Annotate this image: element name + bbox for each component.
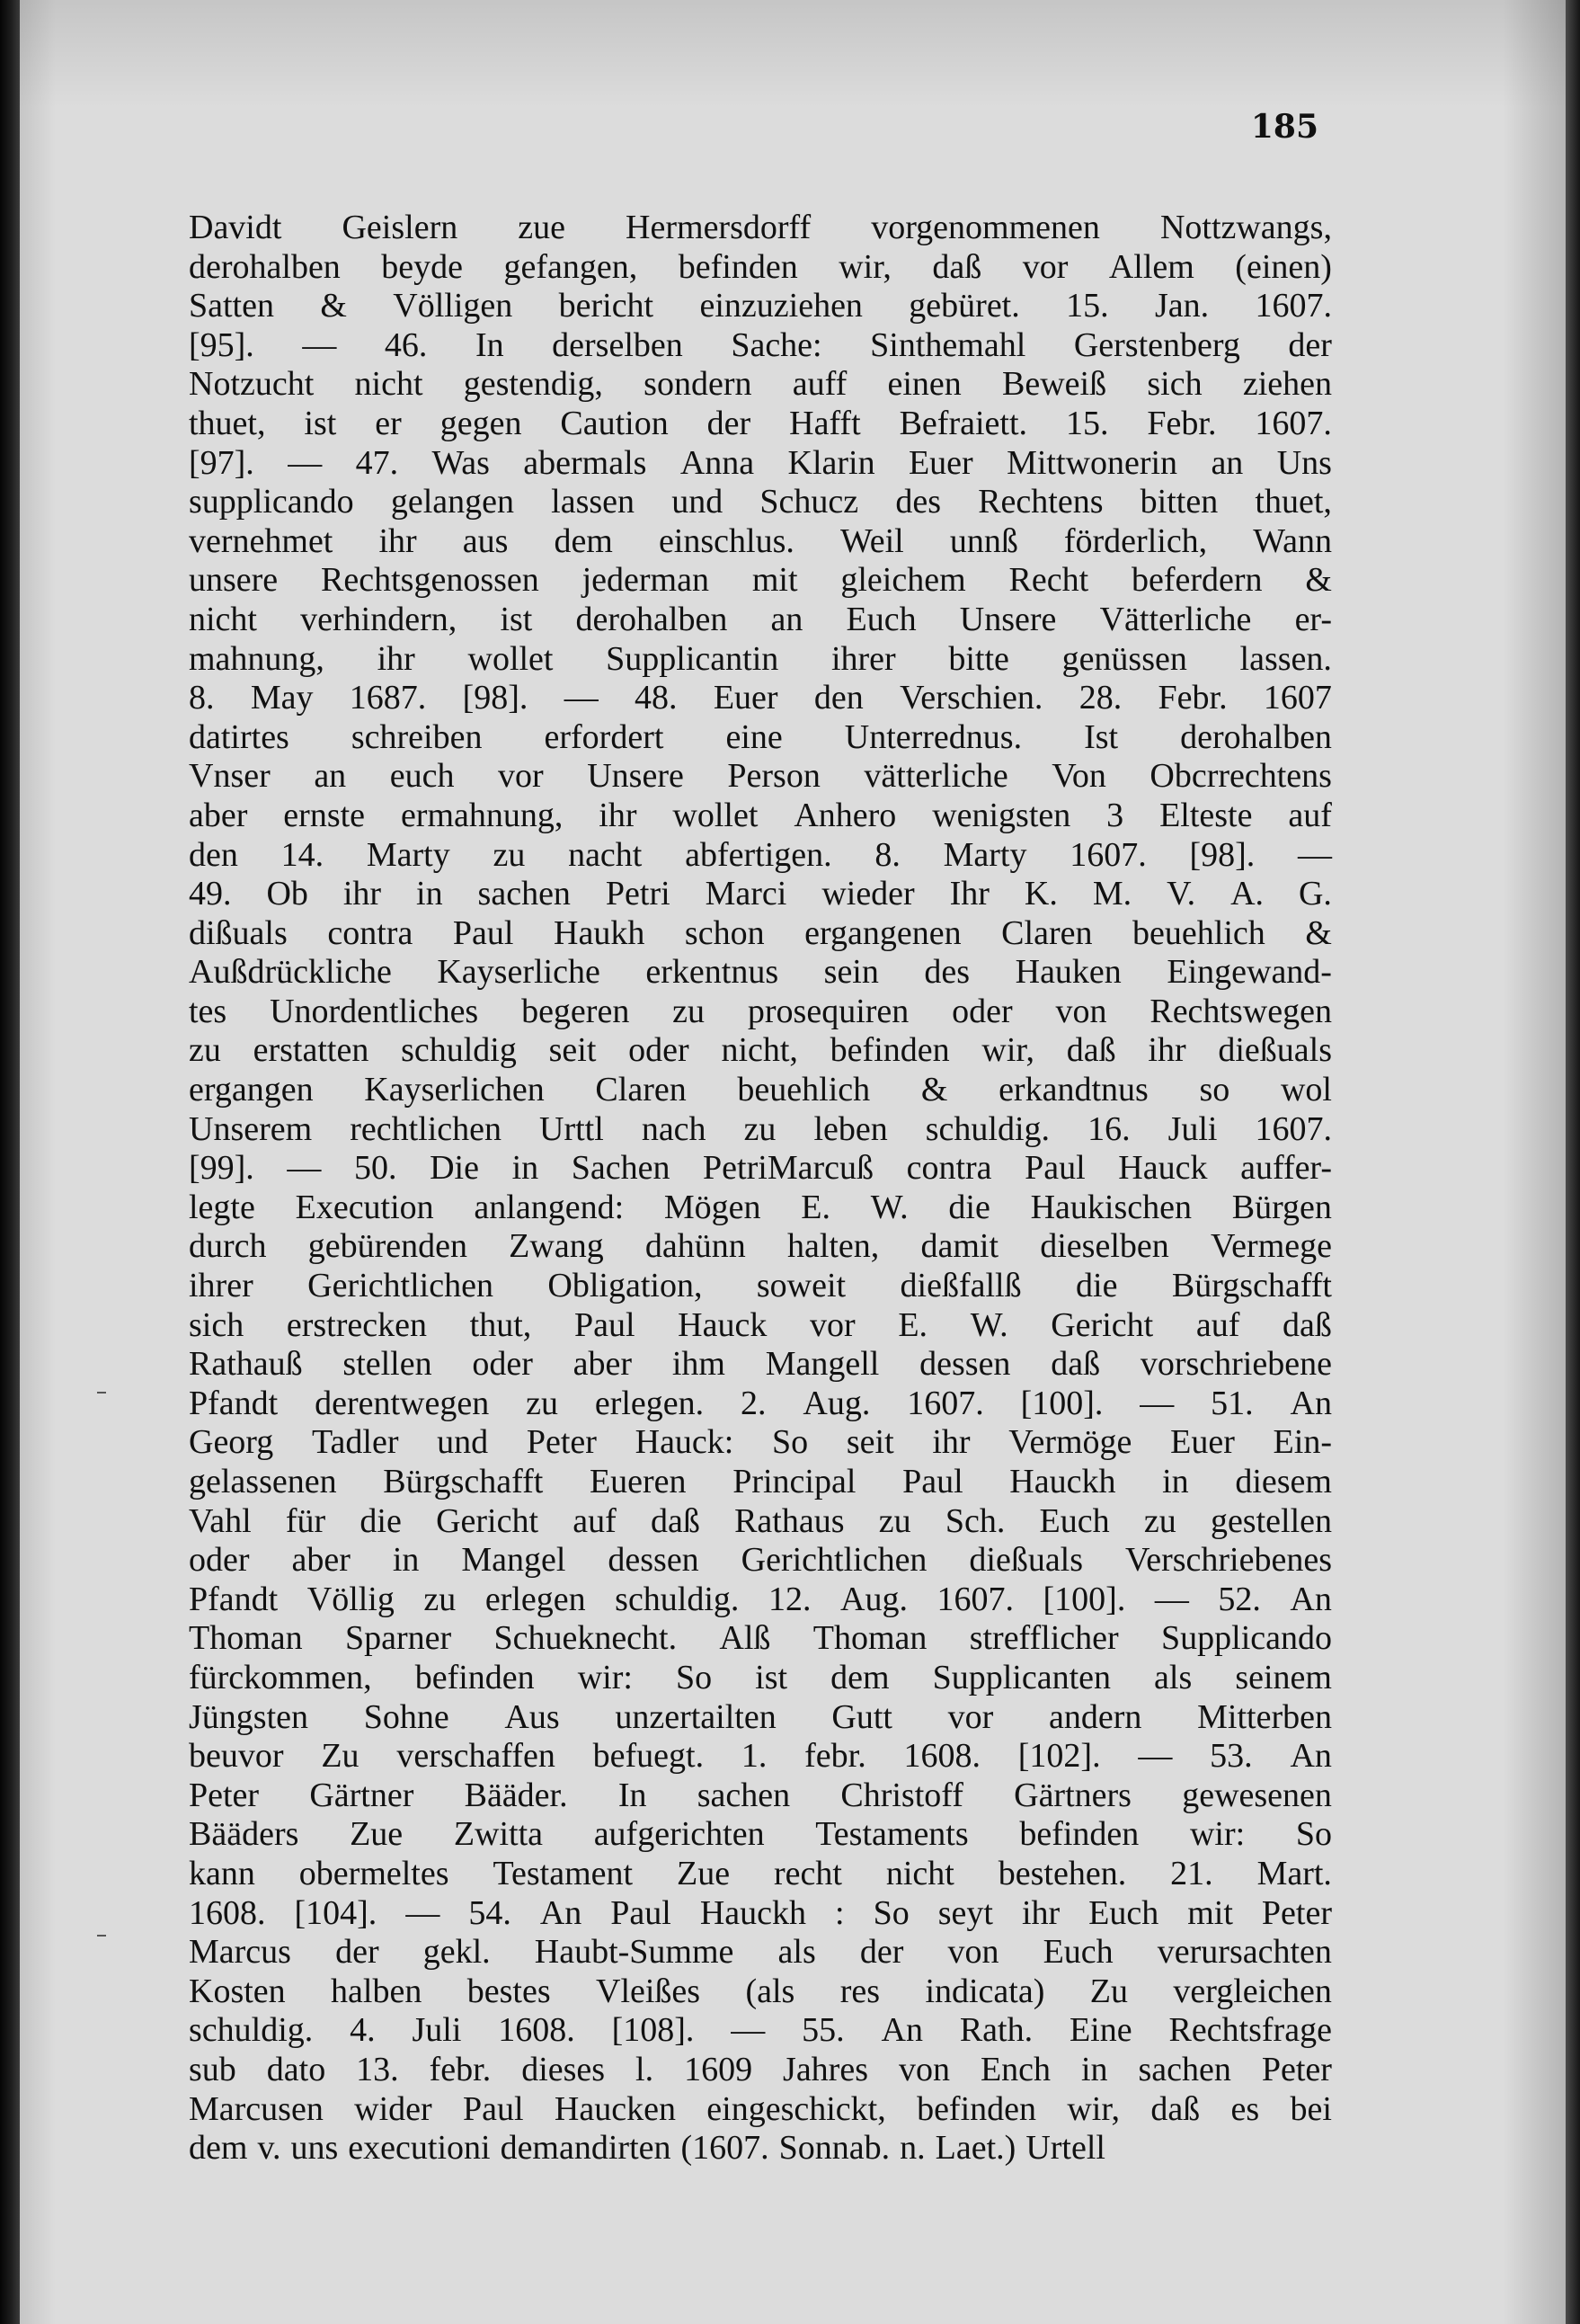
text-line: oder aber in Mangel dessen Gerichtlichen dießuals Verschriebenes xyxy=(189,1541,1332,1580)
text-line: fürckommen, befinden wir: So ist dem Supplicanten als seinem xyxy=(189,1658,1332,1696)
text-line: Kosten halben bestes Vleißes (als res indicata) Zu vergleichen xyxy=(189,1972,1332,2010)
text-line: Jüngsten Sohne Aus unzertailten Gutt vor andern Mitterben xyxy=(189,1697,1332,1736)
text-line: Notzucht nicht gestendig, sondern auff einen Beweiß sich ziehen xyxy=(189,365,1332,404)
text-line: sub dato 13. febr. dieses l. 1609 Jahres von Ench in sachen Peter xyxy=(189,2050,1332,2088)
text-line: durch gebürenden Zwang dahünn halten, damit dieselben Vermege xyxy=(189,1227,1332,1266)
text-line: Satten & Völligen bericht einzuziehen gebüret. 15. Jan. 1607. xyxy=(189,287,1332,325)
text-line: Unserem rechtlichen Urttl nach zu leben schuldig. 16. Juli 1607. xyxy=(189,1109,1332,1148)
text-line: Peter Gärtner Bääder. In sachen Christoff Gärtners gewesenen xyxy=(189,1776,1332,1814)
text-line: Vnser an euch vor Unsere Person vätterliche Von Obcrrechtens xyxy=(189,757,1332,796)
text-line: mahnung, ihr wollet Supplicantin ihrer bitte genüssen lassen. xyxy=(189,639,1332,678)
text-line: Pfandt derentwegen zu erlegen. 2. Aug. 1607. [100]. — 51. An xyxy=(189,1384,1332,1422)
text-line: Marcusen wider Paul Haucken eingeschickt, befinden wir, daß es bei xyxy=(189,2089,1332,2128)
text-line: Außdrückliche Kayserliche erkentnus sein des Hauken Eingewand- xyxy=(189,953,1332,992)
text-line: unsere Rechtsgenossen jederman mit gleichem Recht beferdern & xyxy=(189,561,1332,600)
text-line: aber ernste ermahnung, ihr wollet Anhero wenigsten 3 Elteste auf xyxy=(189,796,1332,834)
text-line: ergangen Kayserlichen Claren beuehlich & erkandtnus so wol xyxy=(189,1071,1332,1109)
text-line: datirtes schreiben erfordert eine Unterrednus. Ist derohalben xyxy=(189,717,1332,756)
text-line: gelassenen Bürgschafft Eueren Principal Paul Hauckh in diesem xyxy=(189,1463,1332,1500)
body-text xyxy=(189,209,1332,2168)
text-line: Bääders Zue Zwitta aufgerichten Testaments befinden wir: So xyxy=(189,1815,1332,1854)
text-line: legte Execution anlangend: Mögen E. W. die Haukischen Bürgen xyxy=(189,1188,1332,1226)
page-number: 185 xyxy=(1250,108,1318,146)
text-line: schuldig. 4. Juli 1608. [108]. — 55. An Rath. Eine Rechtsfrage xyxy=(189,2011,1332,2050)
text-line: 8. May 1687. [98]. — 48. Euer den Verschien. 28. Febr. 1607 xyxy=(189,679,1332,717)
text-line: Davidt Geislern zue Hermersdorff vorgenommenen Nottzwangs, xyxy=(189,209,1332,246)
text-line: dem v. uns executioni demandirten (1607. Sonnab. n. Laet.) Urtell xyxy=(189,2129,1105,2168)
text-line: supplicando gelangen lassen und Schucz des Rechtens bitten thuet, xyxy=(189,483,1332,521)
text-line: nicht verhindern, ist derohalben an Euch Unsere Vätterliche er- xyxy=(189,600,1332,638)
text-line: 49. Ob ihr in sachen Petri Marci wieder Ihr K. M. V. A. G. xyxy=(189,875,1332,913)
text-line: [99]. — 50. Die in Sachen PetriMarcuß contra Paul Hauck auffer- xyxy=(189,1149,1332,1188)
text-line: derohalben beyde gefangen, befinden wir, daß vor Allem (einen) xyxy=(189,247,1332,286)
text-line: den 14. Marty zu nacht abfertigen. 8. Marty 1607. [98]. — xyxy=(189,835,1332,874)
text-line: Georg Tadler und Peter Hauck: So seit ihr Vermöge Euer Ein- xyxy=(189,1423,1332,1462)
text-line: Pfandt Völlig zu erlegen schuldig. 12. Aug. 1607. [100]. — 52. An xyxy=(189,1580,1332,1618)
text-line: dißuals contra Paul Haukh schon ergangenen Claren beuehlich & xyxy=(189,913,1332,952)
text-line: Thoman Sparner Schueknecht. Alß Thoman strefflicher Supplicando xyxy=(189,1619,1332,1658)
text-line: vernehmet ihr aus dem einschlus. Weil unnß förderlich, Wann xyxy=(189,521,1332,560)
text-line: thuet, ist er gegen Caution der Hafft Befraiett. 15. Febr. 1607. xyxy=(189,404,1332,442)
text-line: beuvor Zu verschaffen befuegt. 1. febr. 1608. [102]. — 53. An xyxy=(189,1737,1332,1776)
book-spine-shadow xyxy=(0,0,20,2324)
text-line: Vahl für die Gericht auf daß Rathaus zu Sch. Euch zu gestellen xyxy=(189,1501,1332,1540)
text-line: kann obermeltes Testament Zue recht nicht bestehen. 21. Mart. xyxy=(189,1854,1332,1892)
text-line: Rathauß stellen oder aber ihm Mangell dessen daß vorschriebene xyxy=(189,1345,1332,1384)
text-line: ihrer Gerichtlichen Obligation, soweit dießfallß die Bürgschafft xyxy=(189,1267,1332,1305)
margin-mark xyxy=(97,1392,106,1394)
text-line: Marcus der gekl. Haubt-Summe als der von Euch verursachten xyxy=(189,1933,1332,1972)
text-line: [95]. — 46. In derselben Sache: Sinthemahl Gerstenberg der xyxy=(189,325,1332,364)
text-line: 1608. [104]. — 54. An Paul Hauckh : So seyt ihr Euch mit Peter xyxy=(189,1893,1332,1932)
margin-mark xyxy=(97,1935,106,1937)
text-line: tes Unordentliches begeren zu prosequiren oder von Rechtswegen xyxy=(189,992,1332,1030)
text-line: sich erstrecken thut, Paul Hauck vor E. W. Gericht auf daß xyxy=(189,1305,1332,1344)
text-line: zu erstatten schuldig seit oder nicht, befinden wir, daß ihr dießuals xyxy=(189,1031,1332,1070)
page-right-edge xyxy=(1566,0,1580,2324)
text-line: [97]. — 47. Was abermals Anna Klarin Euer Mittwonerin an Uns xyxy=(189,443,1332,482)
